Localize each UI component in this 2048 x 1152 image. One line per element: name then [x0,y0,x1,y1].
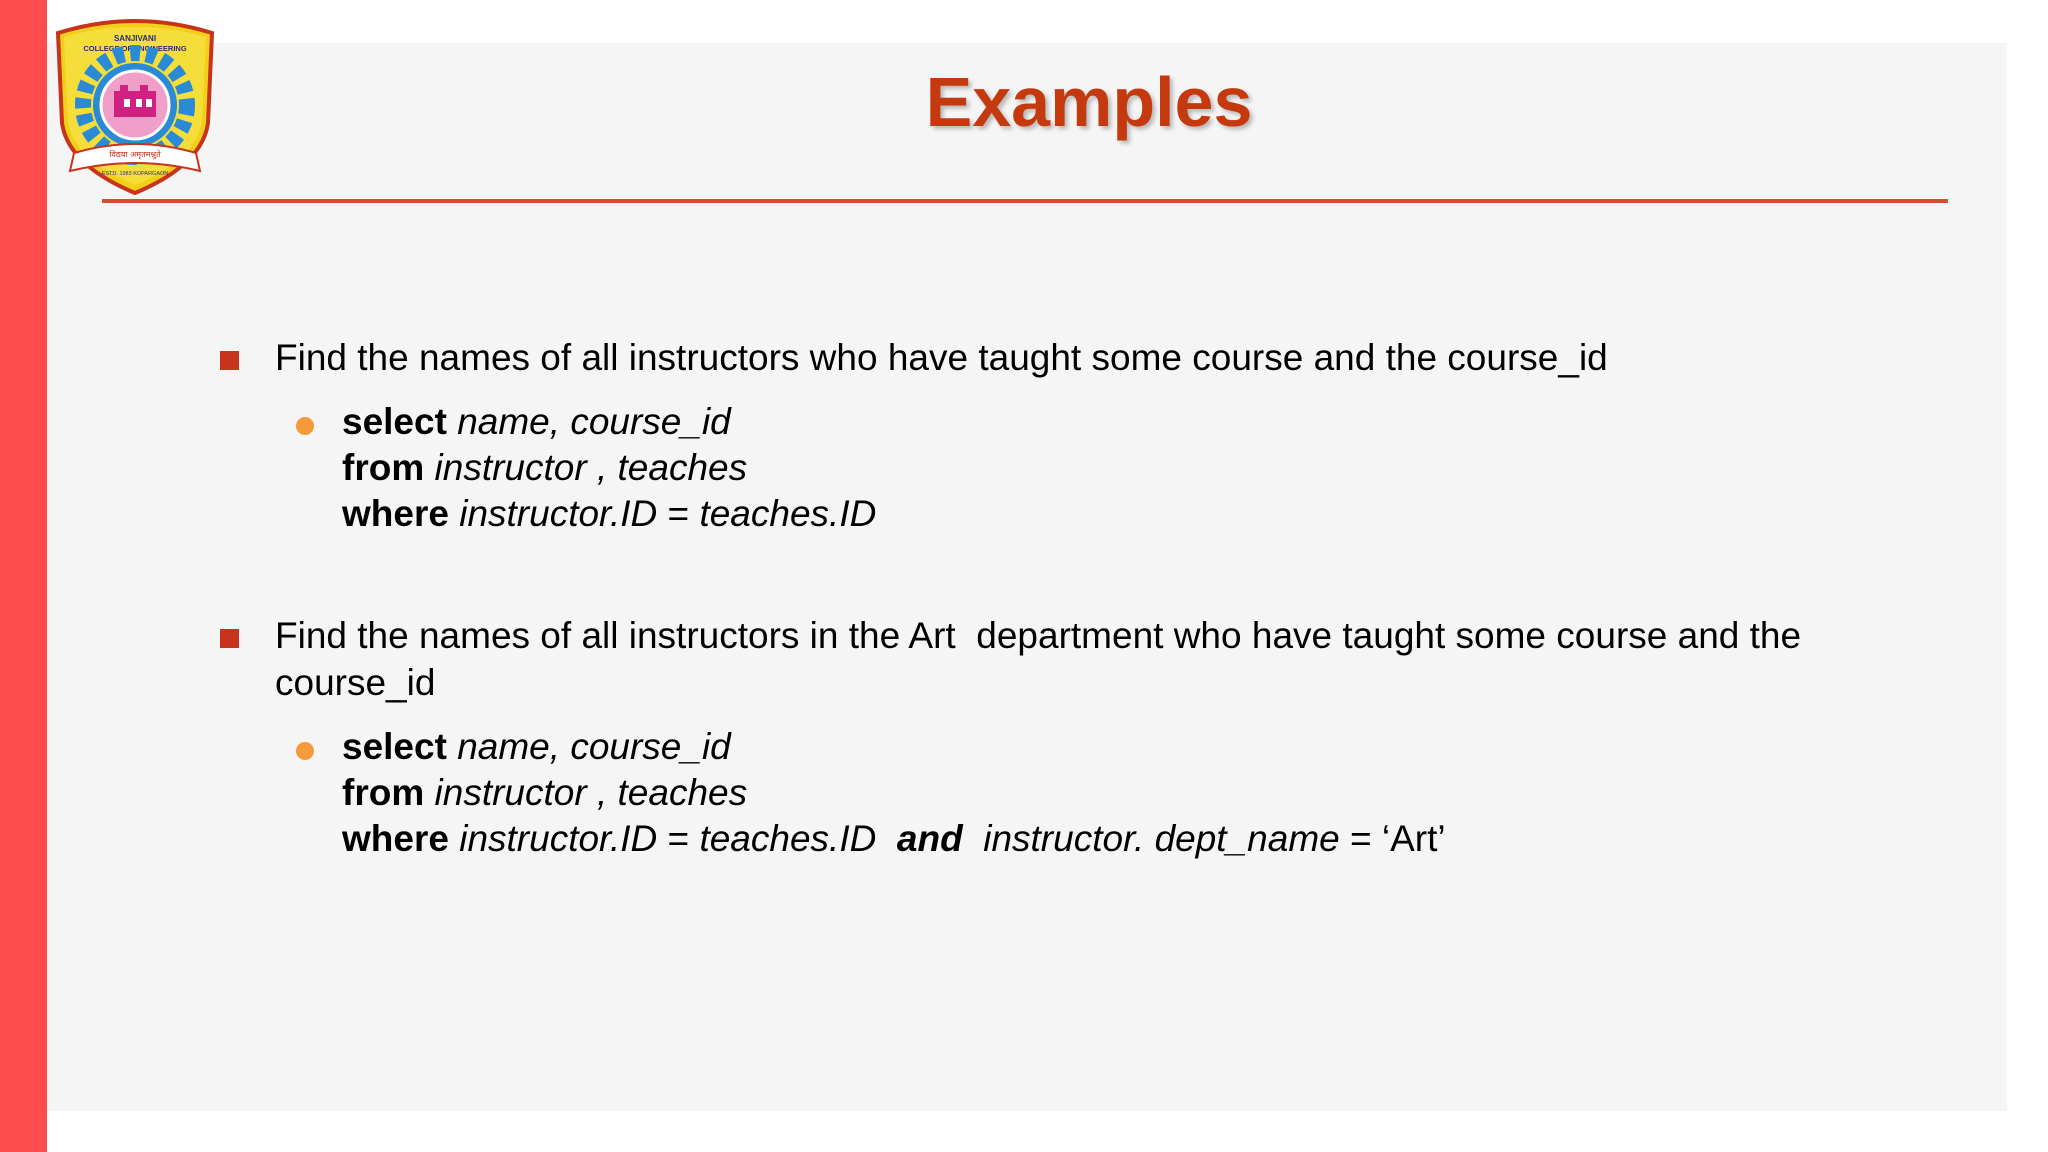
square-bullet-icon [220,629,239,648]
from-keyword: from [342,772,425,813]
where-line [342,491,1796,537]
from-keyword: from [342,447,425,488]
where-condition: instructor.ID [459,818,658,859]
title-divider [102,199,1948,203]
bullet-text-1: Find the names of all instructors who have taught some course and the course_id [275,337,1608,378]
where-equals: = [657,818,700,859]
select-keyword: select [342,726,447,767]
select-line [342,399,1796,445]
and-value: = ‘Art’ [1339,818,1446,859]
left-accent-bar [0,0,47,1152]
where-line [342,816,1796,862]
where-condition: instructor.ID [459,493,658,534]
and-condition: instructor. dept_name [983,818,1340,859]
where-rhs: teaches.ID [699,493,877,534]
slide-title: Examples [925,63,1253,141]
dot-bullet-icon [296,417,314,435]
select-line [342,724,1796,770]
logo-place-text: ESTD. 1983 KOPARGAON [101,171,169,177]
from-line [342,445,1796,491]
sql-query-2 [296,724,1796,862]
bullet-text-2: Find the names of all instructors in the Art department who have taught some course and the course_id [275,615,1812,703]
bullet-item-1 [220,334,1880,381]
logo-college-text: COLLEGE OF ENGINEERING [83,44,187,53]
from-tables: instructor , teaches [434,772,748,813]
select-columns: name, course_id [457,726,731,767]
from-line [342,770,1796,816]
dot-bullet-icon [296,742,314,760]
select-columns: name, course_id [457,401,731,442]
where-rhs: teaches.ID [699,818,877,859]
bullet-item-2 [220,612,1880,706]
sql-query-1 [296,399,1796,537]
where-keyword: where [342,818,449,859]
and-keyword: and [896,818,963,859]
where-keyword: where [342,493,449,534]
from-tables: instructor , teaches [434,447,748,488]
slide-background [47,43,2007,1111]
where-equals: = [657,493,700,534]
logo-top-text: SANJIVANI [113,34,157,43]
select-keyword: select [342,401,447,442]
square-bullet-icon [220,351,239,370]
logo-ribbon-text: विद्यया अमृतमश्नुते [109,150,161,159]
